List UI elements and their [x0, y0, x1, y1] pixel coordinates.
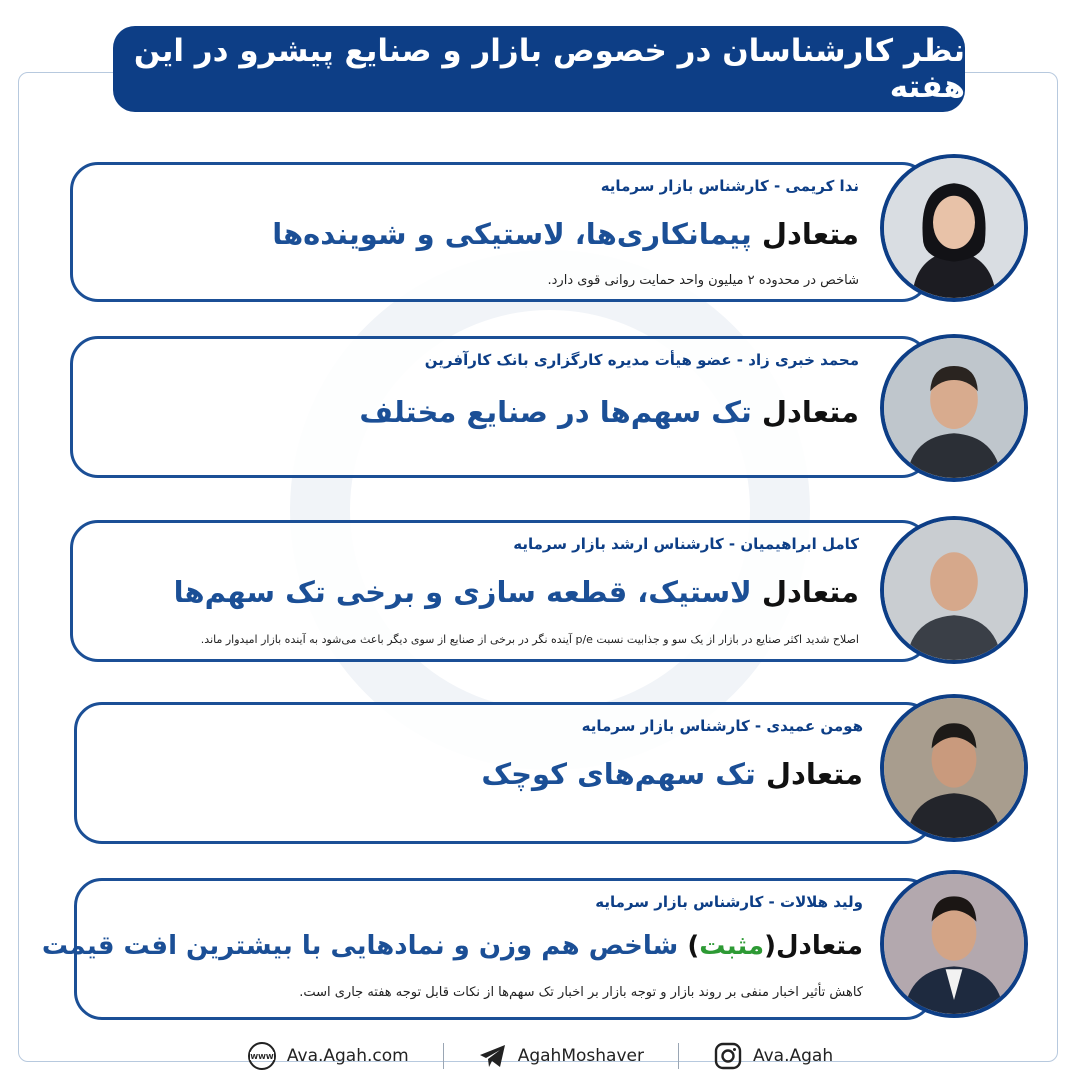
globe-www-icon: [247, 1041, 277, 1071]
man-portrait-icon: [884, 338, 1024, 478]
page-title: [113, 26, 965, 112]
website-link[interactable]: Ava.Agah.com: [286, 1046, 409, 1066]
headline-positive: مثبت: [699, 931, 765, 961]
woman-portrait-icon: [884, 158, 1024, 298]
expert-headline: [481, 757, 863, 791]
expert-note: اصلاح شدید اکثر صنایع در بازار از یک سو و جذابیت نسبت p/e آینده نگر در برخی از صنایع از سوی دیگر باعث می‌شود به آینده بازار امیدوار ماند.: [200, 633, 859, 646]
instagram-icon: [713, 1041, 743, 1071]
footer-website[interactable]: [247, 1041, 409, 1071]
expert-card-1: [70, 162, 930, 302]
headline-text: تک سهم‌های کوچک: [481, 757, 756, 791]
footer-divider: [678, 1043, 679, 1069]
footer-instagram[interactable]: [713, 1041, 833, 1071]
expert-name: محمد خبری زاد - عضو هیأت مدیره کارگزاری بانک کارآفرین: [424, 351, 859, 369]
headline-lead: متعادل: [761, 395, 859, 429]
headline-text: پیمانکاری‌ها، لاستیکی و شوینده‌ها: [272, 217, 752, 251]
man-portrait-icon: [884, 698, 1024, 838]
expert-name: ندا کریمی - کارشناس بازار سرمایه: [600, 177, 859, 195]
headline-lead: متعادل(: [764, 931, 863, 961]
expert-name: هومن عمیدی - کارشناس بازار سرمایه: [581, 717, 863, 735]
telegram-handle[interactable]: AgahMoshaver: [517, 1046, 644, 1066]
expert-headline: [42, 931, 863, 961]
headline-text: تک سهم‌ها در صنایع مختلف: [359, 395, 752, 429]
expert-photo-5: [880, 870, 1028, 1018]
expert-note: کاهش تأثیر اخبار منفی بر روند بازار و توجه بازار بر اخبار تک سهم‌ها از نکات قابل توجه هفته جاری است.: [299, 985, 863, 1000]
expert-photo-4: [880, 694, 1028, 842]
expert-headline: [174, 575, 859, 609]
footer: [0, 1038, 1080, 1074]
expert-photo-1: [880, 154, 1028, 302]
headline-text: شاخص هم وزن و نمادهایی با بیشترین افت قیمت: [41, 931, 679, 961]
man-portrait-icon: [884, 874, 1024, 1014]
headline-lead: متعادل: [765, 757, 863, 791]
telegram-icon: [478, 1041, 508, 1071]
expert-headline: [359, 395, 859, 429]
expert-name: ولید هلالات - کارشناس بازار سرمایه: [595, 893, 863, 911]
page-title-text: نظر کارشناسان در خصوص بازار و صنایع پیشرو در این هفته: [133, 33, 965, 105]
footer-divider: [443, 1043, 444, 1069]
expert-card-4: [74, 702, 934, 844]
expert-note: شاخص در محدوده ۲ میلیون واحد حمایت روانی قوی دارد.: [547, 273, 859, 288]
expert-headline: [272, 217, 859, 251]
footer-telegram[interactable]: [478, 1041, 644, 1071]
expert-name: کامل ابراهیمیان - کارشناس ارشد بازار سرمایه: [513, 535, 859, 553]
svg-text:WWW: WWW: [250, 1053, 274, 1061]
expert-card-3: [70, 520, 930, 662]
headline-lead: متعادل: [761, 575, 859, 609]
watermark-logo: [290, 250, 810, 770]
expert-card-5: [41, 878, 934, 1020]
man-portrait-icon: [884, 520, 1024, 660]
headline-lead: متعادل: [761, 217, 859, 251]
expert-card-2: [70, 336, 930, 478]
instagram-handle[interactable]: Ava.Agah: [752, 1046, 834, 1066]
expert-photo-2: [880, 334, 1028, 482]
headline-lead-close: ): [687, 931, 700, 961]
headline-text: لاستیک، قطعه سازی و برخی تک سهم‌ها: [173, 575, 752, 609]
expert-photo-3: [880, 516, 1028, 664]
